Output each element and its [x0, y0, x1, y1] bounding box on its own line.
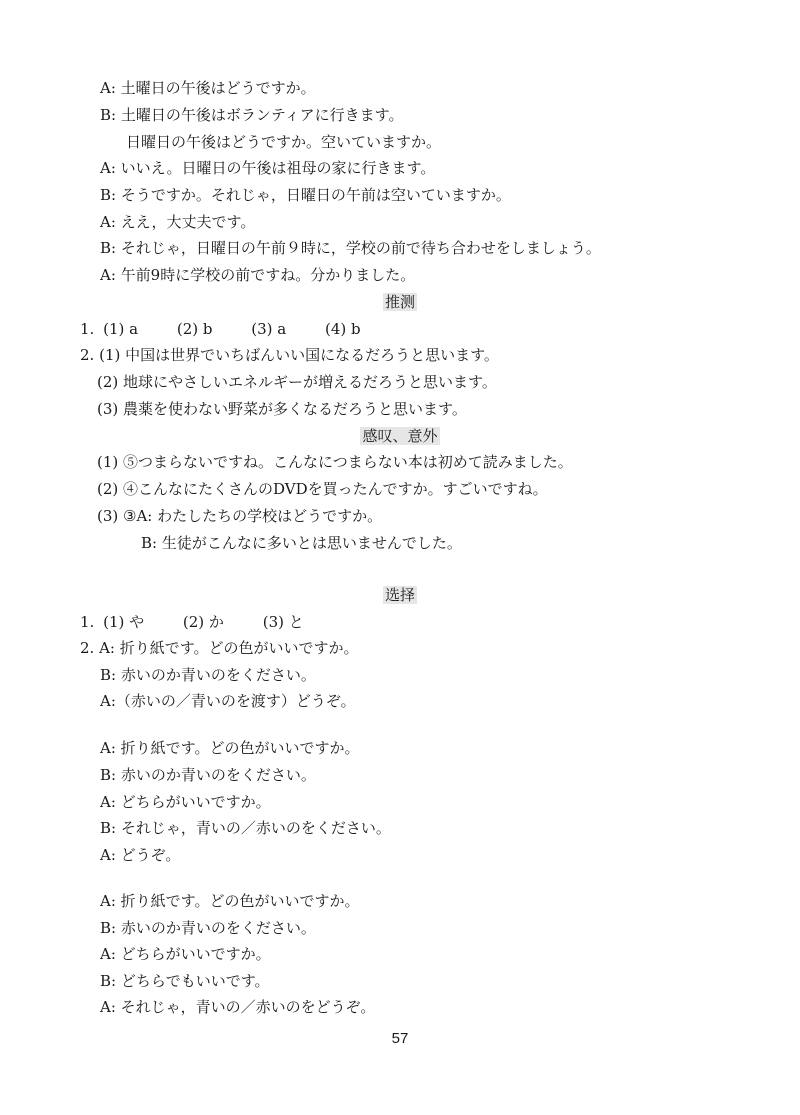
dialogue-line: A:（赤いの／青いのを渡す）どうぞ。 [100, 692, 356, 710]
section-heading-suisoku [0, 292, 800, 312]
dialogue-line: B: それじゃ，青いの／赤いのをください。 [100, 819, 391, 837]
dialogue-line: A: 折り紙です。どの色がいいですか。 [100, 739, 360, 757]
dialogue-line: B: 赤いのか青いのをください。 [100, 766, 316, 784]
section-heading-sentaku [0, 585, 800, 605]
dialogue-line: A: 午前9時に学校の前ですね。分かりました。 [100, 266, 416, 284]
dialogue-text: A: 折り紙です。どの色がいいですか。 [99, 639, 359, 657]
section-title: 推测 [384, 293, 415, 311]
question-1-options [80, 612, 338, 632]
section-title: 选择 [384, 586, 415, 604]
question-number: 1. [80, 613, 95, 631]
section-heading-kantan [0, 426, 800, 446]
answer-option: (3) a [251, 320, 287, 338]
dialogue-line: A: どちらがいいですか。 [100, 793, 271, 811]
dialogue-line: A: どちらがいいですか。 [100, 945, 271, 963]
dialogue-line: B: そうですか。それじゃ，日曜日の午前は空いていますか。 [100, 186, 511, 204]
dialogue-line: A: いいえ。日曜日の午後は祖母の家に行きます。 [100, 159, 436, 177]
question-2-item: (2) 地球にやさしいエネルギーが増えるだろうと思います。 [97, 373, 497, 391]
answer-option: (4) b [325, 320, 361, 338]
dialogue-line: 日曜日の午後はどうですか。空いていますか。 [126, 133, 442, 151]
dialogue-line: B: どちらでもいいです。 [100, 972, 270, 990]
answer-line: (1) ⑤つまらないですね。こんなにつまらない本は初めて読みました。 [97, 453, 573, 471]
answer-option: (1) や [103, 613, 145, 631]
dialogue-line: A: それじゃ，青いの／赤いのをどうぞ。 [100, 998, 376, 1016]
section-title: 感叹、意外 [362, 427, 438, 445]
question-number: 2. [80, 346, 95, 364]
dialogue-line: A: 折り紙です。どの色がいいですか。 [100, 892, 360, 910]
dialogue-line: A: ええ，大丈夫です。 [100, 213, 256, 231]
question-2-item [80, 345, 499, 365]
answer-option: (2) か [182, 613, 224, 631]
answer-option: (1) a [103, 320, 139, 338]
dialogue-line: B: 土曜日の午後はボランティアに行きます。 [100, 106, 404, 124]
answer-option: (2) b [176, 320, 213, 338]
question-number: 1. [80, 320, 95, 338]
answer-line: B: 生徒がこんなに多いとは思いませんでした。 [141, 534, 462, 552]
page-number: 57 [391, 1030, 409, 1047]
question-number: 2. [80, 639, 95, 657]
question-1-options [80, 319, 395, 339]
dialogue-line [80, 638, 359, 658]
dialogue-line: A: どうぞ。 [100, 846, 181, 864]
dialogue-line: A: 土曜日の午後はどうですか。 [100, 79, 316, 97]
dialogue-line: B: 赤いのか青いのをください。 [100, 666, 316, 684]
question-2-item: (3) 農薬を使わない野菜が多くなるだろうと思います。 [97, 400, 467, 418]
answer-line: (3) ③A: わたしたちの学校はどうですか。 [97, 507, 383, 525]
answer-option: (3) と [262, 613, 304, 631]
dialogue-line: B: それじゃ，日曜日の午前９時に，学校の前で待ち合わせをしましょう。 [100, 239, 601, 257]
dialogue-line: B: 赤いのか青いのをください。 [100, 919, 316, 937]
answer-line: (2) ④こんなにたくさんのDVDを買ったんですか。すごいですね。 [97, 480, 548, 498]
answer-text: (1) 中国は世界でいちばんいい国になるだろうと思います。 [99, 346, 499, 364]
